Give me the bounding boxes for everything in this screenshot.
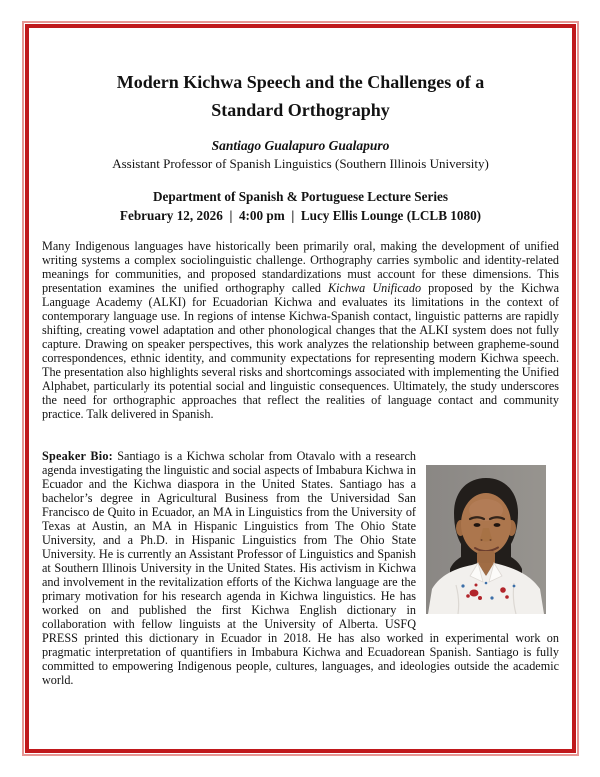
event-info-block (42, 187, 559, 225)
abstract-text-part2: proposed by the Kichwa Language Academy (ALKI) for Ecuadorian Kichwa and evaluates its limitations in the context of contemporary language use. In regions of intense Kichwa-Spanish contact, linguistic patterns are rapidly shifting, creating vowel adaptation and other phonological changes that the ALKI system does not fully capture. Drawing on speaker perspectives, this work analyzes the relationship between grapheme-sound correspondences, ethnic identity, and community expectations for representing modern Kichwa speech. The presentation also highlights several risks and shortcomings associated with implementing the Unified Alphabet, particularly its potential social and linguistic consequences. Ultimately, the study underscores the need for orthographic approaches that reflect the realities of language contact and community practice. Talk delivered in Spanish. (42, 281, 559, 421)
abstract-text-part1: Many Indigenous languages have historically been primarily oral, making the development of unified writing systems a complex sociolinguistic challenge. Orthography carries symbolic and identity-related meanings for communities, and proposed standardizations must account for these dimensions. This presentation examines the unified orthography called (42, 239, 559, 295)
flyer-content (29, 28, 572, 749)
speaker-photo (426, 465, 546, 614)
abstract-italic-phrase: Kichwa Unificado (328, 281, 422, 295)
page-title-line2: Standard Orthography (211, 100, 390, 120)
lecture-series-line: Department of Spanish & Portuguese Lecture Series (153, 189, 448, 204)
page-title (42, 68, 559, 124)
speaker-portrait-image (426, 465, 546, 614)
speaker-affiliation: Assistant Professor of Spanish Linguistics (Southern Illinois University) (112, 156, 489, 171)
speaker-bio-section (42, 449, 559, 687)
flyer-red-border-frame (25, 24, 576, 753)
event-details-line: February 12, 2026 | 4:00 pm | Lucy Ellis Lounge (LCLB 1080) (119, 208, 482, 223)
page-title-line1: Modern Kichwa Speech and the Challenges of a (116, 72, 485, 92)
abstract-paragraph (42, 239, 559, 421)
speaker-bio-text: Santiago is a Kichwa scholar from Otavalo with a research agenda investigating the linguistic and social aspects of Imbabura Kichwa in Ecuador and the Kichwa diaspora in the United States. Santiago has a bachelor’s degree in Agricultural Business from the Universidad San Francisco de Quito in Ecuador, an MA in Linguistics from the University of Texas at Austin, an MA in Hispanic Linguistics from The Ohio State University, and a Ph.D. in Hispanic Linguistics from The Ohio State University. He is currently an Assistant Professor of Linguistics and Spanish at Southern Illinois University in the United States. His activism in Kichwa and involvement in the revitalization efforts of the Kichwa language are the primary motivation for his research agenda in Kichwa linguistics. He has worked on and published the first Kichwa English dictionary in collaboration with fellow linguists at the University of Alberta. USFQ PRESS printed this dictionary in Ecuador in 2018. He has also worked in experimental work on pragmatic interpretation of quantifiers in Imbabura Kichwa and Ecuadorean Spanish. Santiago is fully committed to empowering Indigenous people, cultures, languages, and ideologies outside the academic world. (42, 449, 559, 687)
eye-left (474, 523, 481, 527)
eye-right (494, 523, 501, 527)
speaker-bio-label: Speaker Bio: (42, 449, 113, 463)
speaker-name: Santiago Gualapuro Gualapuro (211, 138, 390, 153)
